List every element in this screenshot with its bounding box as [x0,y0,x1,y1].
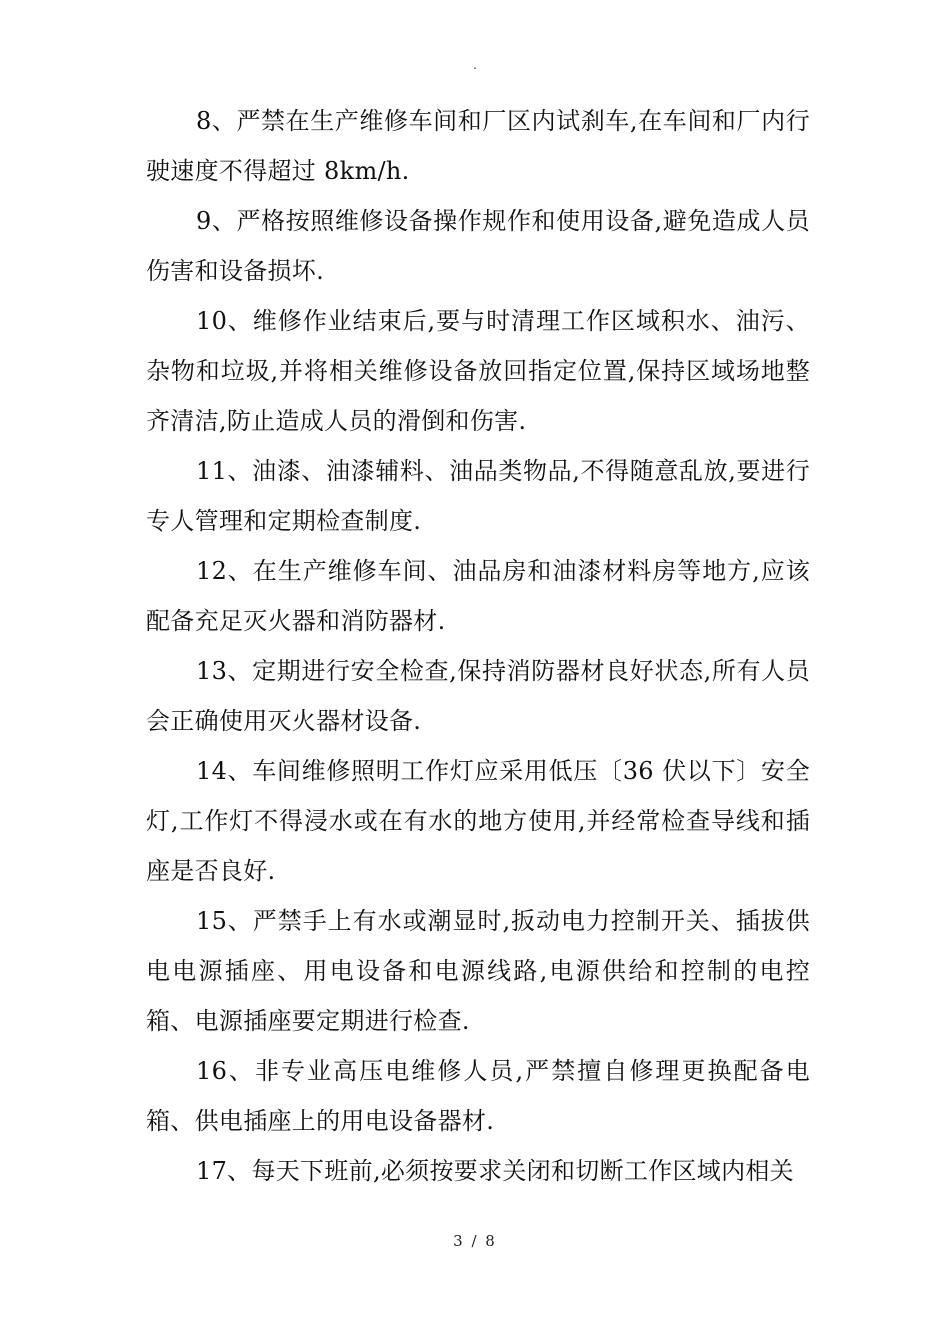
paragraph-item-8: 8、严禁在生产维修车间和厂区内试刹车,在车间和厂内行驶速度不得超过 8km/h. [146,107,810,185]
paragraph-item-11: 11、油漆、油漆辅料、油品类物品,不得随意乱放,要进行专人管理和定期检查制度. [146,457,810,535]
paragraph-item-14: 14、车间维修照明工作灯应采用低压〔36 伏以下〕安全灯,工作灯不得浸水或在有水的地方使用,并经常检查导线和插座是否良好. [146,757,810,885]
paragraph-item-10: 10、维修作业结束后,要与时清理工作区域积水、油污、杂物和垃圾,并将相关维修设备放回指定位置,保持区域场地整齐清洁,防止造成人员的滑倒和伤害. [146,307,810,435]
paragraph-item-15: 15、严禁手上有水或潮显时,扳动电力控制开关、插拔供电电源插座、用电设备和电源线路,电源供给和控制的电控箱、电源插座要定期进行检查. [146,907,810,1035]
header-mark: . [473,58,477,72]
paragraph-item-12: 12、在生产维修车间、油品房和油漆材料房等地方,应该配备充足灭火器和消防器材. [146,557,810,635]
paragraph-item-9: 9、严格按照维修设备操作规作和使用设备,避免造成人员伤害和设备损坏. [146,207,810,285]
page-indicator: 3 / 8 [453,1232,497,1250]
document-body [146,96,810,1196]
paragraph-item-16: 16、非专业高压电维修人员,严禁擅自修理更换配备电箱、供电插座上的用电设备器材. [146,1057,810,1135]
paragraph-item-13: 13、定期进行安全检查,保持消防器材良好状态,所有人员会正确使用灭火器材设备. [146,657,810,735]
paragraph-item-17: 17、每天下班前,必须按要求关闭和切断工作区域内相关 [196,1157,794,1185]
